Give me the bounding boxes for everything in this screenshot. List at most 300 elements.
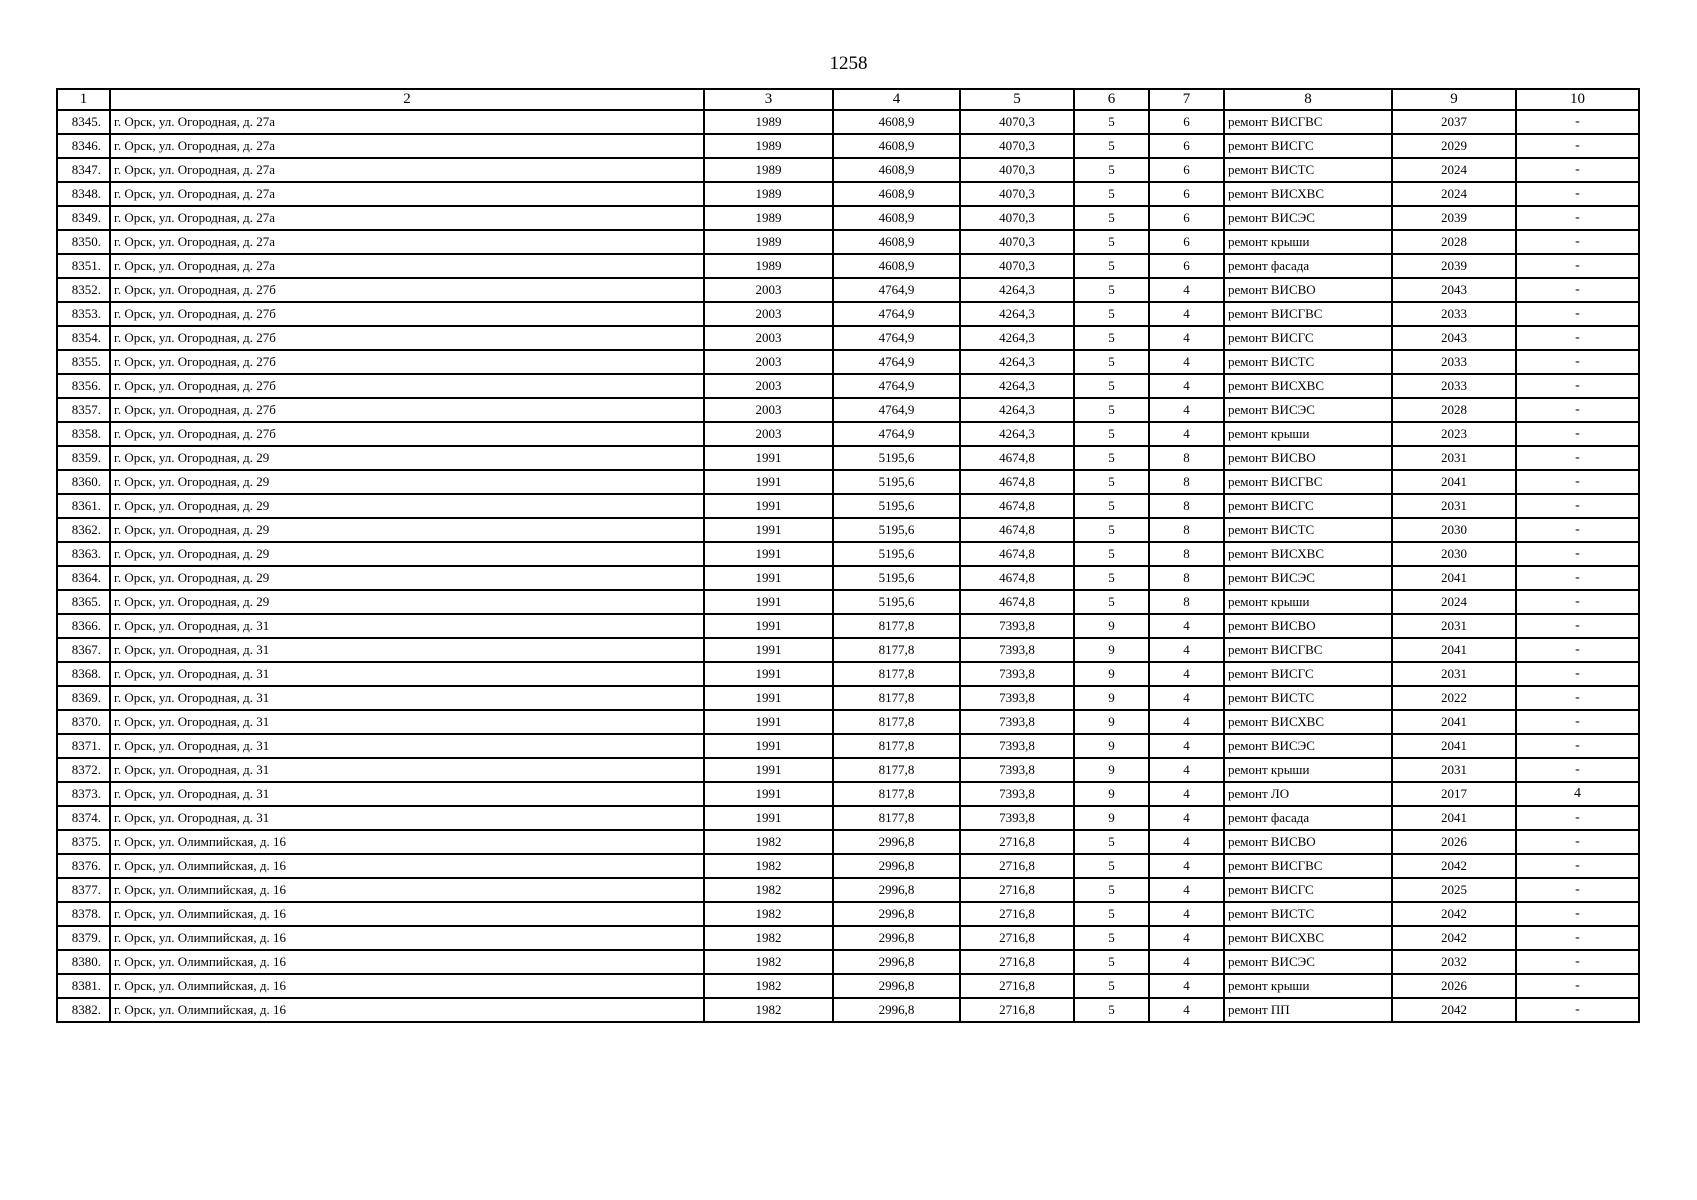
total-area-cell: 5195,6 xyxy=(833,470,960,494)
address-cell: г. Орск, ул. Огородная, д. 31 xyxy=(110,806,704,830)
total-area-cell: 8177,8 xyxy=(833,686,960,710)
living-area-cell: 7393,8 xyxy=(960,710,1074,734)
address-cell: г. Орск, ул. Олимпийская, д. 16 xyxy=(110,878,704,902)
address-cell: г. Орск, ул. Огородная, д. 31 xyxy=(110,686,704,710)
column-header: 4 xyxy=(833,89,960,110)
plan-year-cell: 2032 xyxy=(1392,950,1516,974)
row-number: 8345. xyxy=(57,110,110,134)
table-row xyxy=(57,494,1639,518)
floors-cell: 5 xyxy=(1074,902,1149,926)
row-number: 8364. xyxy=(57,566,110,590)
year-built-cell: 1991 xyxy=(704,542,833,566)
plan-year-cell: 2029 xyxy=(1392,134,1516,158)
entrances-cell: 4 xyxy=(1149,398,1224,422)
table-row xyxy=(57,878,1639,902)
note-cell: - xyxy=(1516,662,1639,686)
row-number: 8361. xyxy=(57,494,110,518)
address-cell: г. Орск, ул. Олимпийская, д. 16 xyxy=(110,998,704,1022)
plan-year-cell: 2025 xyxy=(1392,878,1516,902)
year-built-cell: 1991 xyxy=(704,470,833,494)
address-cell: г. Орск, ул. Огородная, д. 29 xyxy=(110,518,704,542)
living-area-cell: 4070,3 xyxy=(960,110,1074,134)
note-cell: - xyxy=(1516,182,1639,206)
address-cell: г. Орск, ул. Огородная, д. 31 xyxy=(110,782,704,806)
note-cell: - xyxy=(1516,110,1639,134)
column-header: 10 xyxy=(1516,89,1639,110)
work-type-cell: ремонт ВИСГВС xyxy=(1224,110,1392,134)
plan-year-cell: 2022 xyxy=(1392,686,1516,710)
entrances-cell: 4 xyxy=(1149,998,1224,1022)
note-cell: - xyxy=(1516,326,1639,350)
total-area-cell: 8177,8 xyxy=(833,806,960,830)
note-cell: - xyxy=(1516,422,1639,446)
floors-cell: 5 xyxy=(1074,926,1149,950)
entrances-cell: 4 xyxy=(1149,758,1224,782)
row-number: 8349. xyxy=(57,206,110,230)
address-cell: г. Орск, ул. Огородная, д. 29 xyxy=(110,590,704,614)
floors-cell: 9 xyxy=(1074,638,1149,662)
entrances-cell: 6 xyxy=(1149,254,1224,278)
table-row xyxy=(57,638,1639,662)
floors-cell: 9 xyxy=(1074,662,1149,686)
year-built-cell: 1991 xyxy=(704,518,833,542)
floors-cell: 5 xyxy=(1074,878,1149,902)
entrances-cell: 4 xyxy=(1149,854,1224,878)
plan-year-cell: 2041 xyxy=(1392,566,1516,590)
plan-year-cell: 2042 xyxy=(1392,998,1516,1022)
row-number: 8355. xyxy=(57,350,110,374)
living-area-cell: 2716,8 xyxy=(960,878,1074,902)
entrances-cell: 6 xyxy=(1149,206,1224,230)
plan-year-cell: 2041 xyxy=(1392,806,1516,830)
floors-cell: 5 xyxy=(1074,398,1149,422)
work-type-cell: ремонт фасада xyxy=(1224,254,1392,278)
address-cell: г. Орск, ул. Олимпийская, д. 16 xyxy=(110,950,704,974)
living-area-cell: 4070,3 xyxy=(960,134,1074,158)
total-area-cell: 4764,9 xyxy=(833,374,960,398)
plan-year-cell: 2031 xyxy=(1392,758,1516,782)
plan-year-cell: 2039 xyxy=(1392,206,1516,230)
plan-year-cell: 2042 xyxy=(1392,854,1516,878)
year-built-cell: 1982 xyxy=(704,974,833,998)
total-area-cell: 2996,8 xyxy=(833,950,960,974)
work-type-cell: ремонт ВИСГС xyxy=(1224,878,1392,902)
note-cell: 4 xyxy=(1516,782,1639,806)
entrances-cell: 6 xyxy=(1149,134,1224,158)
work-type-cell: ремонт ПП xyxy=(1224,998,1392,1022)
entrances-cell: 4 xyxy=(1149,350,1224,374)
row-number: 8356. xyxy=(57,374,110,398)
note-cell: - xyxy=(1516,974,1639,998)
table-row xyxy=(57,926,1639,950)
living-area-cell: 4674,8 xyxy=(960,446,1074,470)
table-row xyxy=(57,518,1639,542)
work-type-cell: ремонт крыши xyxy=(1224,974,1392,998)
row-number: 8365. xyxy=(57,590,110,614)
row-number: 8377. xyxy=(57,878,110,902)
entrances-cell: 4 xyxy=(1149,614,1224,638)
living-area-cell: 4070,3 xyxy=(960,158,1074,182)
plan-year-cell: 2024 xyxy=(1392,182,1516,206)
living-area-cell: 4674,8 xyxy=(960,590,1074,614)
work-type-cell: ремонт ВИСГВС xyxy=(1224,638,1392,662)
note-cell: - xyxy=(1516,758,1639,782)
plan-year-cell: 2028 xyxy=(1392,398,1516,422)
table-row xyxy=(57,662,1639,686)
floors-cell: 5 xyxy=(1074,446,1149,470)
note-cell: - xyxy=(1516,734,1639,758)
work-type-cell: ремонт ВИСГВС xyxy=(1224,470,1392,494)
note-cell: - xyxy=(1516,494,1639,518)
column-header: 9 xyxy=(1392,89,1516,110)
plan-year-cell: 2033 xyxy=(1392,302,1516,326)
living-area-cell: 2716,8 xyxy=(960,974,1074,998)
living-area-cell: 4674,8 xyxy=(960,518,1074,542)
floors-cell: 5 xyxy=(1074,206,1149,230)
work-type-cell: ремонт ВИСГС xyxy=(1224,134,1392,158)
column-header: 2 xyxy=(110,89,704,110)
table-row xyxy=(57,686,1639,710)
work-type-cell: ремонт ВИСХВС xyxy=(1224,542,1392,566)
total-area-cell: 8177,8 xyxy=(833,734,960,758)
floors-cell: 9 xyxy=(1074,782,1149,806)
floors-cell: 9 xyxy=(1074,686,1149,710)
table-row xyxy=(57,302,1639,326)
year-built-cell: 1982 xyxy=(704,998,833,1022)
table-row xyxy=(57,998,1639,1022)
year-built-cell: 1991 xyxy=(704,806,833,830)
floors-cell: 5 xyxy=(1074,590,1149,614)
note-cell: - xyxy=(1516,350,1639,374)
year-built-cell: 2003 xyxy=(704,326,833,350)
note-cell: - xyxy=(1516,518,1639,542)
floors-cell: 5 xyxy=(1074,542,1149,566)
entrances-cell: 4 xyxy=(1149,782,1224,806)
plan-year-cell: 2043 xyxy=(1392,278,1516,302)
year-built-cell: 2003 xyxy=(704,398,833,422)
floors-cell: 5 xyxy=(1074,830,1149,854)
entrances-cell: 4 xyxy=(1149,878,1224,902)
row-number: 8381. xyxy=(57,974,110,998)
row-number: 8367. xyxy=(57,638,110,662)
table-row xyxy=(57,422,1639,446)
living-area-cell: 7393,8 xyxy=(960,758,1074,782)
living-area-cell: 4674,8 xyxy=(960,494,1074,518)
table-row xyxy=(57,806,1639,830)
row-number: 8373. xyxy=(57,782,110,806)
plan-year-cell: 2017 xyxy=(1392,782,1516,806)
column-header: 1 xyxy=(57,89,110,110)
floors-cell: 5 xyxy=(1074,326,1149,350)
entrances-cell: 4 xyxy=(1149,806,1224,830)
year-built-cell: 2003 xyxy=(704,278,833,302)
entrances-cell: 8 xyxy=(1149,542,1224,566)
work-type-cell: ремонт ВИСТС xyxy=(1224,902,1392,926)
floors-cell: 5 xyxy=(1074,134,1149,158)
year-built-cell: 1991 xyxy=(704,446,833,470)
floors-cell: 5 xyxy=(1074,950,1149,974)
note-cell: - xyxy=(1516,830,1639,854)
table-row xyxy=(57,182,1639,206)
address-cell: г. Орск, ул. Огородная, д. 27а xyxy=(110,182,704,206)
entrances-cell: 6 xyxy=(1149,230,1224,254)
table-row xyxy=(57,206,1639,230)
address-cell: г. Орск, ул. Огородная, д. 31 xyxy=(110,614,704,638)
total-area-cell: 4608,9 xyxy=(833,110,960,134)
entrances-cell: 4 xyxy=(1149,950,1224,974)
column-header: 5 xyxy=(960,89,1074,110)
entrances-cell: 4 xyxy=(1149,830,1224,854)
work-type-cell: ремонт ВИСТС xyxy=(1224,518,1392,542)
plan-year-cell: 2026 xyxy=(1392,974,1516,998)
entrances-cell: 4 xyxy=(1149,326,1224,350)
work-type-cell: ремонт крыши xyxy=(1224,758,1392,782)
floors-cell: 5 xyxy=(1074,494,1149,518)
note-cell: - xyxy=(1516,638,1639,662)
living-area-cell: 4070,3 xyxy=(960,230,1074,254)
row-number: 8359. xyxy=(57,446,110,470)
table-row xyxy=(57,446,1639,470)
work-type-cell: ремонт ВИСХВС xyxy=(1224,710,1392,734)
floors-cell: 9 xyxy=(1074,710,1149,734)
living-area-cell: 7393,8 xyxy=(960,806,1074,830)
year-built-cell: 2003 xyxy=(704,374,833,398)
header-row xyxy=(57,89,1639,110)
floors-cell: 5 xyxy=(1074,422,1149,446)
floors-cell: 5 xyxy=(1074,374,1149,398)
work-type-cell: ремонт ВИСТС xyxy=(1224,158,1392,182)
address-cell: г. Орск, ул. Огородная, д. 29 xyxy=(110,494,704,518)
total-area-cell: 4764,9 xyxy=(833,350,960,374)
address-cell: г. Орск, ул. Огородная, д. 27а xyxy=(110,110,704,134)
living-area-cell: 7393,8 xyxy=(960,686,1074,710)
entrances-cell: 8 xyxy=(1149,518,1224,542)
address-cell: г. Орск, ул. Огородная, д. 27а xyxy=(110,230,704,254)
page-number: 1258 xyxy=(829,53,868,74)
floors-cell: 9 xyxy=(1074,758,1149,782)
year-built-cell: 1991 xyxy=(704,686,833,710)
total-area-cell: 8177,8 xyxy=(833,662,960,686)
note-cell: - xyxy=(1516,902,1639,926)
total-area-cell: 4608,9 xyxy=(833,158,960,182)
entrances-cell: 4 xyxy=(1149,278,1224,302)
total-area-cell: 4764,9 xyxy=(833,422,960,446)
entrances-cell: 4 xyxy=(1149,374,1224,398)
note-cell: - xyxy=(1516,998,1639,1022)
table-body xyxy=(57,110,1639,1022)
living-area-cell: 4070,3 xyxy=(960,254,1074,278)
address-cell: г. Орск, ул. Олимпийская, д. 16 xyxy=(110,926,704,950)
plan-year-cell: 2042 xyxy=(1392,926,1516,950)
note-cell: - xyxy=(1516,278,1639,302)
address-cell: г. Орск, ул. Олимпийская, д. 16 xyxy=(110,974,704,998)
note-cell: - xyxy=(1516,854,1639,878)
row-number: 8346. xyxy=(57,134,110,158)
floors-cell: 5 xyxy=(1074,278,1149,302)
column-header: 3 xyxy=(704,89,833,110)
plan-year-cell: 2028 xyxy=(1392,230,1516,254)
note-cell: - xyxy=(1516,374,1639,398)
year-built-cell: 1991 xyxy=(704,758,833,782)
row-number: 8353. xyxy=(57,302,110,326)
total-area-cell: 8177,8 xyxy=(833,782,960,806)
total-area-cell: 8177,8 xyxy=(833,638,960,662)
row-number: 8347. xyxy=(57,158,110,182)
living-area-cell: 4264,3 xyxy=(960,422,1074,446)
plan-year-cell: 2042 xyxy=(1392,902,1516,926)
address-cell: г. Орск, ул. Огородная, д. 29 xyxy=(110,542,704,566)
floors-cell: 9 xyxy=(1074,614,1149,638)
plan-year-cell: 2031 xyxy=(1392,494,1516,518)
work-type-cell: ремонт ВИСВО xyxy=(1224,830,1392,854)
address-cell: г. Орск, ул. Огородная, д. 27б xyxy=(110,302,704,326)
total-area-cell: 4764,9 xyxy=(833,278,960,302)
entrances-cell: 8 xyxy=(1149,446,1224,470)
total-area-cell: 5195,6 xyxy=(833,542,960,566)
entrances-cell: 6 xyxy=(1149,158,1224,182)
plan-year-cell: 2030 xyxy=(1392,542,1516,566)
work-type-cell: ремонт ВИСВО xyxy=(1224,446,1392,470)
floors-cell: 5 xyxy=(1074,566,1149,590)
plan-year-cell: 2023 xyxy=(1392,422,1516,446)
address-cell: г. Орск, ул. Огородная, д. 27б xyxy=(110,398,704,422)
work-type-cell: ремонт ВИСВО xyxy=(1224,278,1392,302)
note-cell: - xyxy=(1516,254,1639,278)
plan-year-cell: 2041 xyxy=(1392,710,1516,734)
entrances-cell: 8 xyxy=(1149,470,1224,494)
year-built-cell: 1989 xyxy=(704,158,833,182)
row-number: 8360. xyxy=(57,470,110,494)
year-built-cell: 1991 xyxy=(704,662,833,686)
work-type-cell: ремонт ВИСЭС xyxy=(1224,950,1392,974)
living-area-cell: 2716,8 xyxy=(960,926,1074,950)
column-header: 6 xyxy=(1074,89,1149,110)
note-cell: - xyxy=(1516,566,1639,590)
year-built-cell: 2003 xyxy=(704,422,833,446)
table-row xyxy=(57,398,1639,422)
table-row xyxy=(57,758,1639,782)
living-area-cell: 7393,8 xyxy=(960,614,1074,638)
floors-cell: 5 xyxy=(1074,254,1149,278)
year-built-cell: 1991 xyxy=(704,494,833,518)
floors-cell: 5 xyxy=(1074,998,1149,1022)
note-cell: - xyxy=(1516,446,1639,470)
year-built-cell: 1989 xyxy=(704,182,833,206)
address-cell: г. Орск, ул. Огородная, д. 27б xyxy=(110,422,704,446)
table-row xyxy=(57,734,1639,758)
table-row xyxy=(57,230,1639,254)
note-cell: - xyxy=(1516,470,1639,494)
address-cell: г. Орск, ул. Огородная, д. 29 xyxy=(110,446,704,470)
row-number: 8372. xyxy=(57,758,110,782)
year-built-cell: 1989 xyxy=(704,254,833,278)
living-area-cell: 7393,8 xyxy=(960,662,1074,686)
row-number: 8351. xyxy=(57,254,110,278)
total-area-cell: 2996,8 xyxy=(833,854,960,878)
address-cell: г. Орск, ул. Огородная, д. 31 xyxy=(110,638,704,662)
plan-year-cell: 2039 xyxy=(1392,254,1516,278)
work-type-cell: ремонт ВИСЭС xyxy=(1224,206,1392,230)
note-cell: - xyxy=(1516,710,1639,734)
year-built-cell: 1989 xyxy=(704,206,833,230)
living-area-cell: 2716,8 xyxy=(960,950,1074,974)
note-cell: - xyxy=(1516,686,1639,710)
plan-year-cell: 2031 xyxy=(1392,446,1516,470)
row-number: 8358. xyxy=(57,422,110,446)
living-area-cell: 4264,3 xyxy=(960,278,1074,302)
work-type-cell: ремонт ЛО xyxy=(1224,782,1392,806)
plan-year-cell: 2033 xyxy=(1392,350,1516,374)
row-number: 8370. xyxy=(57,710,110,734)
table-row xyxy=(57,830,1639,854)
total-area-cell: 2996,8 xyxy=(833,998,960,1022)
total-area-cell: 2996,8 xyxy=(833,926,960,950)
row-number: 8350. xyxy=(57,230,110,254)
total-area-cell: 8177,8 xyxy=(833,614,960,638)
table-row xyxy=(57,974,1639,998)
address-cell: г. Орск, ул. Огородная, д. 27б xyxy=(110,326,704,350)
year-built-cell: 1982 xyxy=(704,902,833,926)
plan-year-cell: 2043 xyxy=(1392,326,1516,350)
row-number: 8376. xyxy=(57,854,110,878)
living-area-cell: 4264,3 xyxy=(960,398,1074,422)
row-number: 8362. xyxy=(57,518,110,542)
work-type-cell: ремонт ВИСГС xyxy=(1224,662,1392,686)
table-row xyxy=(57,542,1639,566)
note-cell: - xyxy=(1516,806,1639,830)
address-cell: г. Орск, ул. Олимпийская, д. 16 xyxy=(110,830,704,854)
living-area-cell: 2716,8 xyxy=(960,998,1074,1022)
plan-year-cell: 2041 xyxy=(1392,734,1516,758)
living-area-cell: 2716,8 xyxy=(960,902,1074,926)
row-number: 8382. xyxy=(57,998,110,1022)
year-built-cell: 1989 xyxy=(704,110,833,134)
table-row xyxy=(57,110,1639,134)
total-area-cell: 4608,9 xyxy=(833,254,960,278)
entrances-cell: 8 xyxy=(1149,590,1224,614)
work-type-cell: ремонт ВИСГВС xyxy=(1224,854,1392,878)
floors-cell: 5 xyxy=(1074,110,1149,134)
year-built-cell: 1989 xyxy=(704,230,833,254)
entrances-cell: 4 xyxy=(1149,662,1224,686)
note-cell: - xyxy=(1516,542,1639,566)
plan-year-cell: 2024 xyxy=(1392,158,1516,182)
table-row xyxy=(57,470,1639,494)
total-area-cell: 4764,9 xyxy=(833,398,960,422)
address-cell: г. Орск, ул. Огородная, д. 27а xyxy=(110,254,704,278)
total-area-cell: 2996,8 xyxy=(833,902,960,926)
work-type-cell: ремонт ВИСГВС xyxy=(1224,302,1392,326)
total-area-cell: 4764,9 xyxy=(833,302,960,326)
total-area-cell: 4608,9 xyxy=(833,230,960,254)
total-area-cell: 8177,8 xyxy=(833,758,960,782)
entrances-cell: 4 xyxy=(1149,974,1224,998)
entrances-cell: 4 xyxy=(1149,926,1224,950)
year-built-cell: 1982 xyxy=(704,926,833,950)
total-area-cell: 5195,6 xyxy=(833,494,960,518)
plan-year-cell: 2024 xyxy=(1392,590,1516,614)
note-cell: - xyxy=(1516,398,1639,422)
address-cell: г. Орск, ул. Огородная, д. 29 xyxy=(110,566,704,590)
table-row xyxy=(57,134,1639,158)
work-type-cell: ремонт ВИСЭС xyxy=(1224,398,1392,422)
address-cell: г. Орск, ул. Огородная, д. 27а xyxy=(110,134,704,158)
address-cell: г. Орск, ул. Огородная, д. 31 xyxy=(110,758,704,782)
living-area-cell: 4070,3 xyxy=(960,182,1074,206)
year-built-cell: 1991 xyxy=(704,734,833,758)
plan-year-cell: 2033 xyxy=(1392,374,1516,398)
table-row xyxy=(57,902,1639,926)
